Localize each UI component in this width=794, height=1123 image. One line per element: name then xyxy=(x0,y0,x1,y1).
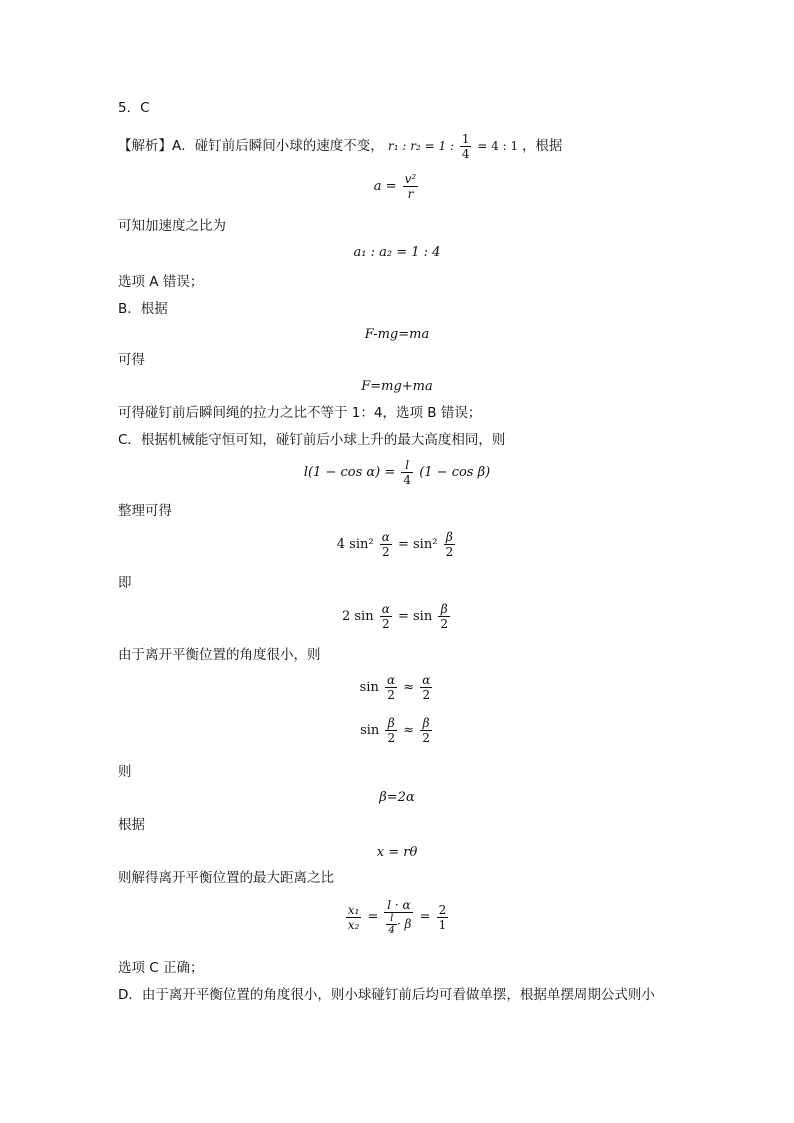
option-b-conclusion: 可得碰钉前后瞬间绳的拉力之比不等于 1：4，选项 B 错误； xyxy=(118,405,482,421)
radius-ratio-equation: r₁ : r₂ = 1 : $\frac{1}{4}$ = 4 : 1 xyxy=(388,132,519,161)
simplify-text: 整理可得 xyxy=(118,503,172,519)
analysis-label: 【解析】 xyxy=(118,138,172,154)
option-a-conclusion: 选项 A 错误； xyxy=(118,274,204,290)
option-c-line: C．根据机械能守恒可知，碰钉前后小球上升的最大高度相同，则 xyxy=(118,432,506,448)
option-d-line: D．由于离开平衡位置的角度很小，则小球碰钉前后均可看做单摆，根据单摆周期公式则小 xyxy=(118,987,655,1003)
that-is-text: 即 xyxy=(118,575,132,591)
sin-linear-equation: 2 sin $\frac{\alpha}{2}$ = sin $\frac{\beta}{2}$ xyxy=(341,602,448,631)
option-b-line: B．根据 xyxy=(118,301,168,317)
small-angle-alpha-equation: sin $\frac{\alpha}{2}$ ≈ $\frac{\alpha}{2}$ xyxy=(359,673,431,702)
small-angle-beta-equation: sin $\frac{\beta}{2}$ ≈ $\frac{\beta}{2}$ xyxy=(360,716,430,745)
option-b-then: 可得 xyxy=(118,352,145,368)
distance-ratio-equation: $\frac{\text{x₁}}{\text{x₂}}$ = l · α $\frac{l}{4}$ · β = $\frac{2}{1}$ xyxy=(347,898,447,936)
radius-ratio-fraction: $\frac{1}{4}$ xyxy=(461,132,470,161)
newton-equation: F-mg=ma xyxy=(364,327,430,342)
small-angle-text: 由于离开平衡位置的角度很小，则 xyxy=(118,647,321,663)
option-c-conclusion: 选项 C 正确； xyxy=(118,960,204,976)
option-a-text: A．碰钉前后瞬间小球的速度不变， xyxy=(172,138,384,154)
option-a-line: 【解析】A．碰钉前后瞬间小球的速度不变， r₁ : r₂ = 1 : $\frac{1}{4}$ = 4 : 1 ，根据 xyxy=(118,132,563,161)
sin-squared-equation: 4 sin² $\frac{\alpha}{2}$ = sin² $\frac{\beta}{2}$ xyxy=(336,530,454,559)
energy-equation: l(1 − cos α) = $\frac{l}{4}$ (1 − cos β) xyxy=(303,458,491,487)
centripetal-accel-equation: a = $\frac{\text{v²}}{r}$ xyxy=(373,172,417,201)
then-text: 则 xyxy=(118,764,132,780)
solve-distance-text: 则解得离开平衡位置的最大距离之比 xyxy=(118,870,334,886)
question-number: 5．C xyxy=(118,100,150,116)
tension-equation: F=mg+ma xyxy=(361,379,433,394)
beta-relation-equation: β=2α xyxy=(379,790,415,805)
arc-length-equation: x = rθ xyxy=(376,845,418,860)
accel-ratio-equation: a₁ : a₂ = 1 : 4 xyxy=(353,245,441,260)
according-text: 根据 xyxy=(118,817,145,833)
accel-ratio-intro: 可知加速度之比为 xyxy=(118,218,226,234)
